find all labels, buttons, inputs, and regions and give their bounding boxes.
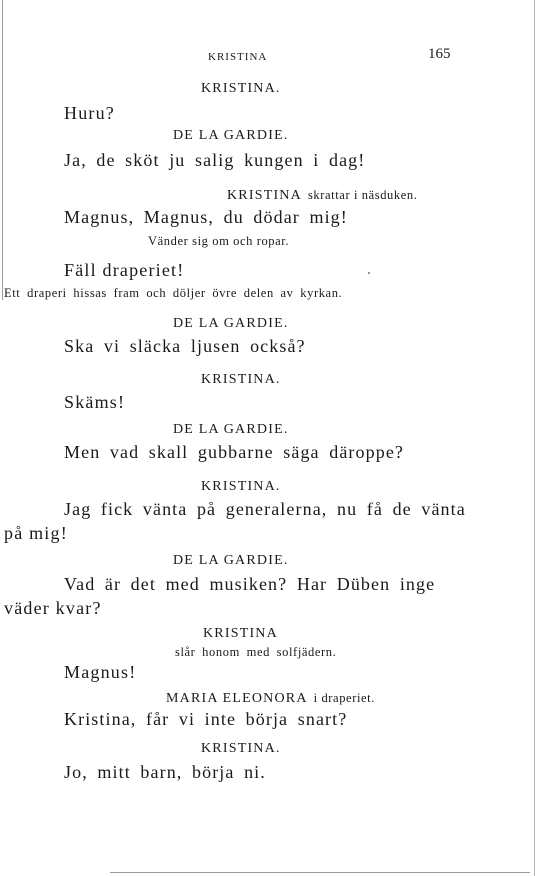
speaker-label: KRISTINA. xyxy=(201,741,281,756)
speaker-with-direction xyxy=(227,186,417,204)
dialogue-line: Kristina, får vi inte börja snart? xyxy=(64,709,348,729)
page-edge-right xyxy=(534,0,535,876)
page-edge-left xyxy=(2,0,3,300)
speaker-label: DE LA GARDIE. xyxy=(173,316,289,331)
dialogue-line: Ja, de sköt ju salig kungen i dag! xyxy=(64,150,366,170)
dialogue-line: Fäll draperiet! xyxy=(64,260,185,280)
dialogue-line: Vad är det med musiken? Har Düben inge xyxy=(64,574,436,594)
dialogue-line-continued: väder kvar? xyxy=(4,598,102,618)
page-edge-bottom xyxy=(110,872,530,873)
dialogue-line-continued: på mig! xyxy=(4,523,68,543)
dialogue-line: Magnus! xyxy=(64,662,137,682)
running-header-title: KRISTINA xyxy=(208,51,268,63)
speaker-label: DE LA GARDIE. xyxy=(173,422,289,437)
dialogue-line: Men vad skall gubbarne säga däroppe? xyxy=(64,442,404,462)
stage-direction: slår honom med solfjädern. xyxy=(175,645,337,659)
speaker-label: MARIA ELEONORA xyxy=(166,691,308,706)
dialogue-line: Skäms! xyxy=(64,392,126,412)
page-number: 165 xyxy=(428,46,451,62)
speaker-label: DE LA GARDIE. xyxy=(173,128,289,143)
speaker-label: KRISTINA xyxy=(227,188,302,203)
stage-direction: Ett draperi hissas fram och döljer övre delen av kyrkan. xyxy=(4,286,343,300)
speaker-label: KRISTINA. xyxy=(201,372,281,387)
speaker-label: KRISTINA xyxy=(203,626,278,641)
print-speck xyxy=(368,272,370,274)
speaker-label: DE LA GARDIE. xyxy=(173,553,289,568)
dialogue-line: Huru? xyxy=(64,103,115,123)
speaker-with-direction xyxy=(166,689,375,707)
dialogue-line: Ska vi släcka ljusen också? xyxy=(64,336,306,356)
speaker-label: KRISTINA. xyxy=(201,479,281,494)
dialogue-line: Jag fick vänta på generalerna, nu få de vänta xyxy=(64,499,466,519)
dialogue-line: Jo, mitt barn, börja ni. xyxy=(64,762,266,782)
dialogue-line: Magnus, Magnus, du dödar mig! xyxy=(64,207,348,227)
stage-direction: Vänder sig om och ropar. xyxy=(148,234,290,248)
stage-direction: i draperiet. xyxy=(313,691,375,705)
stage-direction: skrattar i näsduken. xyxy=(307,188,418,202)
speaker-label: KRISTINA. xyxy=(201,81,281,96)
